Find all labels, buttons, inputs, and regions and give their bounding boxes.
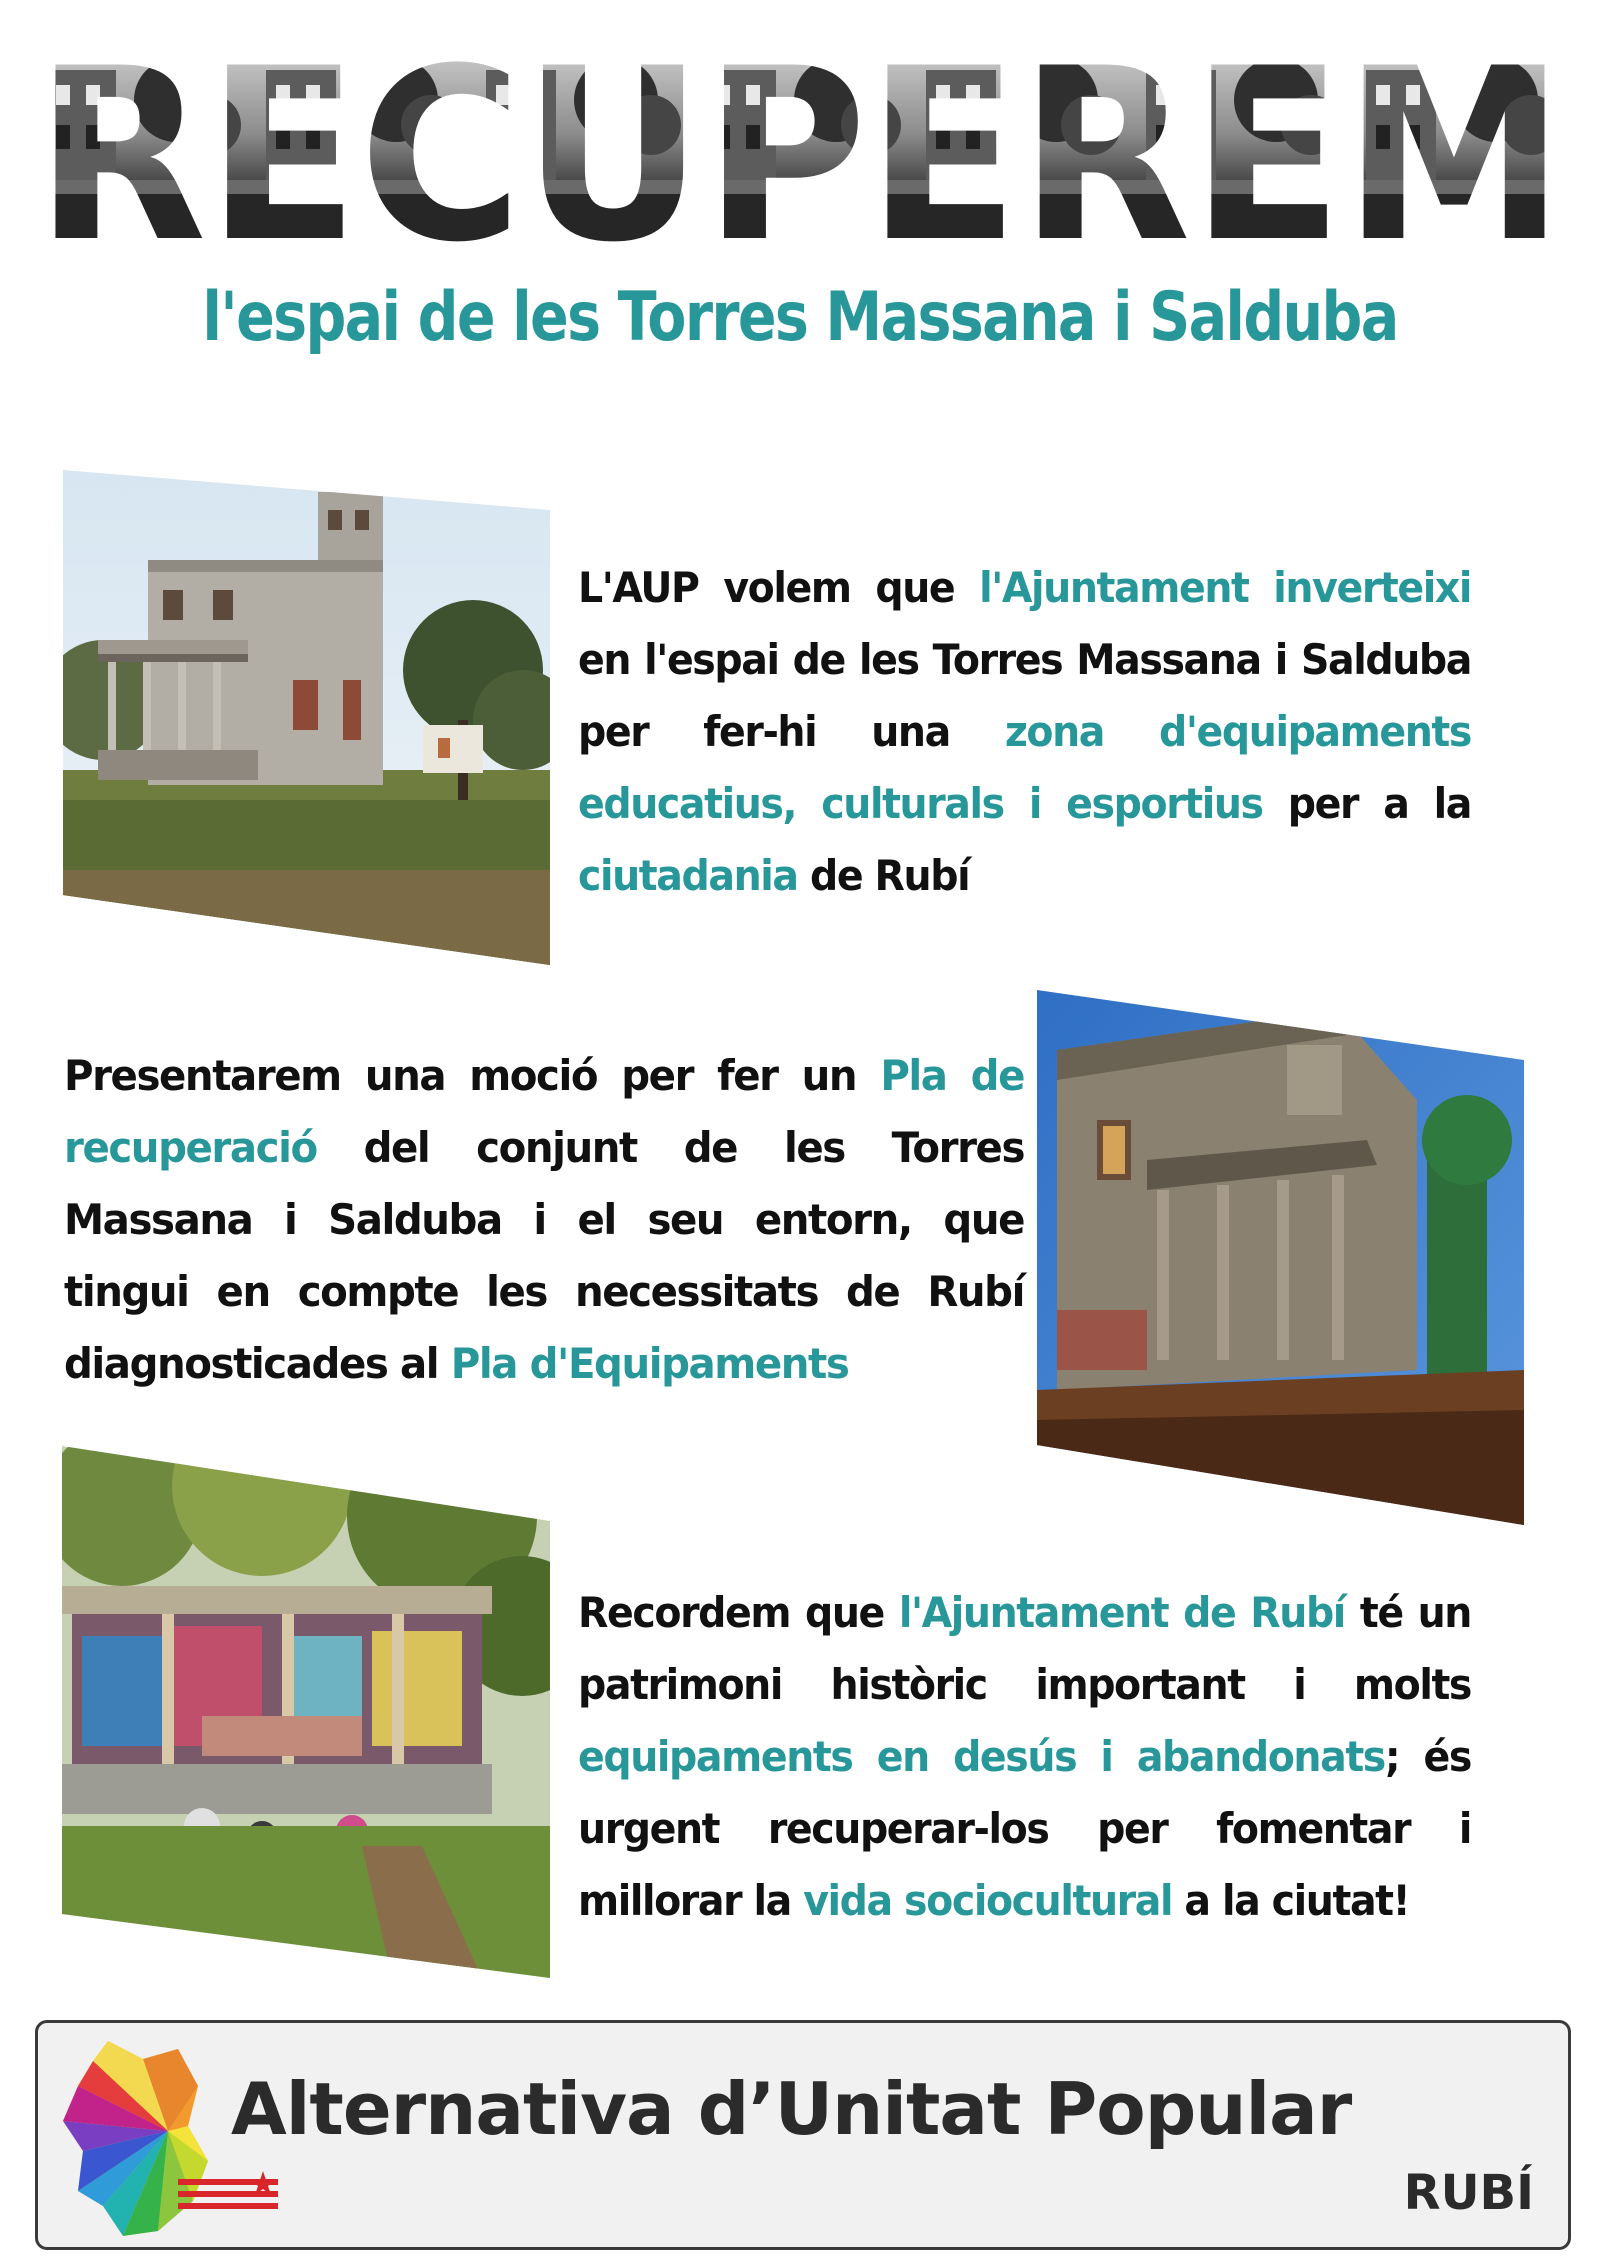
para-2-seg-0: Presentarem una moció per fer un xyxy=(64,1051,881,1100)
paragraph-2 xyxy=(64,1040,1024,1400)
para-3-seg-6: a la ciutat! xyxy=(1172,1876,1410,1925)
para-1-seg-1: l'Ajuntament inverteixi xyxy=(979,563,1472,612)
hero-title xyxy=(26,30,1574,260)
photo-torre-massana-front xyxy=(63,470,550,965)
para-2-seg-3: Pla d'Equipaments xyxy=(450,1339,849,1388)
para-1-seg-5: ciutadania xyxy=(578,851,798,900)
para-1-seg-0: L'AUP volem que xyxy=(578,563,980,612)
hero-title-graphic xyxy=(26,30,1574,260)
para-3-seg-0: Recordem que xyxy=(578,1588,899,1637)
para-3-seg-3: equipaments en desús i abandonats xyxy=(578,1732,1385,1781)
paragraph-3 xyxy=(578,1577,1471,1937)
para-3-seg-4: ; és urgent recuperar-los per fomentar i millorar la xyxy=(578,1732,1471,1925)
page-subtitle: l'espai de les Torres Massana i Salduba xyxy=(202,278,1398,357)
para-1-seg-6: de Rubí xyxy=(797,851,970,900)
org-city: RUBÍ xyxy=(1403,2165,1534,2221)
para-3-seg-1: l'Ajuntament de Rubí xyxy=(898,1588,1345,1637)
org-name: Alternativa d’Unitat Popular xyxy=(231,2067,1352,2151)
para-1-seg-4: per a la xyxy=(1262,779,1471,828)
para-1-seg-2: en l'espai de les Torres Massana i Salduba per fer-hi una xyxy=(578,635,1471,756)
para-1-seg-3: zona d'equipaments educatius, culturals i esportius xyxy=(578,707,1471,828)
paragraph-1 xyxy=(578,552,1471,912)
para-2-seg-2: del conjunt de les Torres Massana i Salduba i el seu entorn, que tingui en compte les necessitats de Rubí diagnosticades al xyxy=(64,1123,1025,1388)
photo-torre-low-angle xyxy=(1037,990,1524,1525)
photo-porch-graffiti xyxy=(62,1446,550,1978)
footer-banner xyxy=(35,2020,1571,2250)
hero-title-text: RECUPEREM xyxy=(35,30,1565,260)
para-3-seg-5: vida sociocultural xyxy=(803,1876,1173,1925)
para-2-seg-1: Pla de recuperació xyxy=(64,1051,1025,1172)
para-3-seg-2: té un patrimoni històric important i molts xyxy=(578,1588,1471,1709)
